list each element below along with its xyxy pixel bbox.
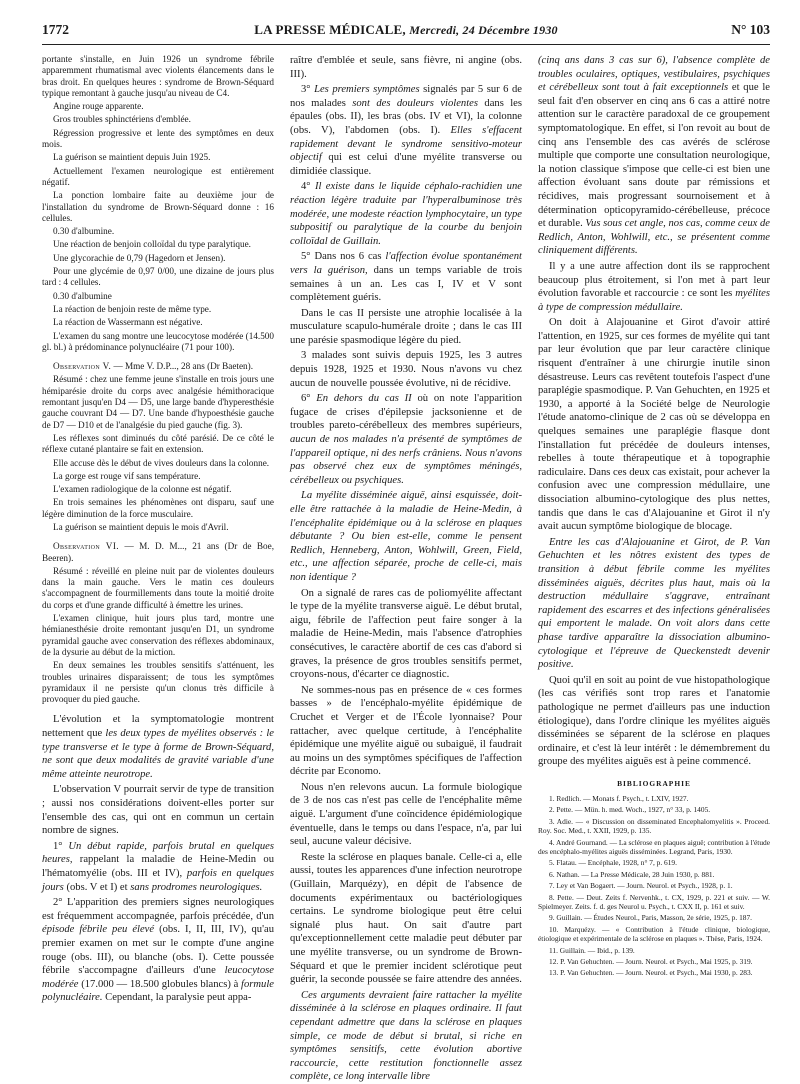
paragraph: La gorge est rouge vif sans température. (53, 470, 201, 481)
paragraph: Les réflexes sont diminués du côté parésié. De ce côté le réflexe cutané plantaire se fait en extension. (42, 432, 274, 455)
bibliography-entry: 7. Ley et Van Bogaert. — Journ. Neurol. et Psych., 1928, p. 1. (549, 881, 733, 891)
paragraph: On doit à Alajouanine et Girot d'avoir attiré l'attention, en 1925, sur ces formes de myélite qui tant par leur évolution que par leur caractère clinique risquent d'entraîner à une chirurgie inutile sinon désastreuse. Leurs cas revêtent toutefois l'aspect d'une paraplégie spasmodique. P. Van Gehuchten, en 1925 et 1930, a apporté à la Société belge de Neurologie l'étude anatomo-clinique de 2 cas où se développa en quelques semaines une paraplégie flasque dont l'installation fut précédée de douleurs intenses, rebelles à toute thérapeutique et à topographie radiculaire. Dans ces deux cas existait, pour achever la confusion avec une compression médullaire, une dissociation albumino-cytologique des plus nettes, tandis que dans le cas d'Alajouanine et Girot il n'y avait aucun symptôme biologique de blocage. (538, 317, 770, 533)
text-run: (obs. I, II, III, IV), qu'au premier examen on met sur le compte d'une angine rouge (obs. III), ou blanche (obs. I). Cette poussée fébrile s'accompagne d'ailleurs d'une (42, 924, 274, 977)
observation-title: Observation VI. (53, 541, 119, 552)
text-run: qui est celui d'une myélite transverse ou dimidiée classique. (290, 152, 522, 177)
text-run: (obs. V et I) et (63, 881, 131, 893)
paragraph: raître d'emblée et seule, sans fièvre, ni angine (obs. III). (290, 55, 522, 80)
paragraph: 0.30 d'albumine. (53, 226, 115, 237)
paragraph: 0.30 d'albumine (53, 290, 112, 301)
text-run-italic: Entre les cas d'Alajouanine et Girot, de P. Van Gehuchten et les nôtres existent des types de transition à début fébrile comme les myélites disséminées aiguës, décrites plus haut, mais où la destruction médullaire s'aggrave, entraînant rapidement des escarres et des infections généralisées qui emportent le malade. On voit alors dans cette phase tardive apparaître la dissociation albumino-cytologique et l'épreuve de Queckenstedt devenir positive. (538, 536, 770, 671)
observation-heading (42, 361, 274, 372)
text-run-italic: Elles s'effacent rapidement devant le syndrome sensitivo-moteur objectif (290, 124, 522, 164)
bibliography-list (538, 794, 770, 978)
paragraph (42, 840, 274, 894)
issue-date: Mercredi, 24 Décembre 1930 (409, 23, 558, 37)
paragraph: La ponction lombaire faite au deuxième jour de l'installation du syndrome de Brown-Séquard donne : 16 cellules. (42, 190, 274, 223)
text-run: 6° (301, 393, 317, 405)
bibliography-heading: BIBLIOGRAPHIE (617, 778, 691, 788)
paragraph: Dans le cas II persiste une atrophie localisée à la musculature scapulo-humérale droite ; dans le cas III une parésie spasmodique légère du pied. (290, 307, 522, 346)
bibliography-entry: 2. Pette. — Mün. h. med. Woch., 1927, n° 33, p. 1405. (549, 805, 711, 815)
text-run: 4° (301, 181, 315, 193)
column-middle (290, 54, 523, 1083)
text-run: 5° Dans nos 6 cas (301, 251, 386, 263)
paragraph: On a signalé de rares cas de poliomyélite affectant le type de la myélite transverse aiguë. Le début brutal, aigu, fébrile de l'affection peut faire songer à la maladie de Heine-Medin, mais l'absence d'atrophies consécutives, le caractère abortif de ces cas d'abord si graves, la présence de gros troubles sensitifs permet, croyons-nous, d'écarter ce diagnostic. (290, 587, 522, 681)
text-run-italic: La myélite disséminée aiguë, ainsi esquissée, doit-elle être rattachée à la maladie de Heine-Medin, à l'encéphalite épidémique ou à la sclérose en plaques débutante ? Ou bien est-elle, comme le pensent Redlich, Henneberg, Anton, Wohlwill, Green, Field, etc., une affection séparée, proche de celle-ci, mais non identique ? (290, 490, 522, 583)
text-run-italic: l'affection évolue spontanément vers la guérison, (290, 251, 522, 276)
text-run: 2° L'apparition des premiers signes neurologiques est fréquemment accompagnée, parfois précédée, d'un (42, 897, 274, 922)
observation-subject: — M. D. M..., 21 ans (Dr de Boe, Beeren). (42, 541, 274, 563)
text-run-italic: leucocytose modérée (42, 965, 274, 990)
paragraph: Elle accuse dès le début de vives douleurs dans la colonne. (53, 457, 270, 468)
text-run: Cependant, la paralysie peut appa- (102, 992, 252, 1004)
text-run-italic: myélites à type de compression médullaire. (538, 288, 770, 313)
paragraph (538, 260, 770, 314)
paragraph: La réaction de Wassermann est négative. (53, 317, 203, 328)
paragraph: Régression progressive et lente des symptômes en deux mois. (42, 127, 274, 150)
paragraph: Actuellement l'examen neurologique est entièrement négatif. (42, 165, 274, 187)
observation-heading (42, 541, 274, 564)
text-run: signalés par 5 sur 6 de nos malades (290, 84, 523, 109)
paragraph: Ne sommes-nous pas en présence de « ces formes basses » de l'encéphalo-myélite épidémique de Cruchet et Verger et de l'École lyonnaise? Pour rattacher, avec quelque certitude, à l'encéphalite épidémique une myélite aiguë ou subaiguë, il faudrait au moins un des symptômes spécifiques de l'affection décrite par Economo. (290, 684, 522, 778)
journal-name: LA PRESSE MÉDICALE, (254, 22, 406, 37)
text-run: rappelant la maladie de Heine-Medin ou l'hématomyélie (obs. III et IV), (42, 854, 274, 879)
text-run: où on note l'apparition fugace de crises d'épilepsie jacksonienne et de troubles pareto-cérébelleux des membres supérieurs, (290, 393, 522, 432)
bibliography-entry: 5. Flatau. — Encéphale, 1928, n° 7, p. 619. (549, 858, 677, 868)
text-run: (17.000 — 18.500 globules blancs) à (78, 978, 242, 990)
observation-title: Observation V. (53, 361, 112, 372)
paragraph (42, 713, 274, 781)
paragraph: La réaction de benjoin reste de même type. (53, 303, 212, 314)
observation-subject: — Mme V. D.P..., 28 ans (Dr Baeten). (111, 361, 254, 372)
bibliography-entry: 13. P. Van Gehuchten. — Journ. Neurol. et Psych., Mai 1930, p. 283. (549, 968, 753, 978)
paragraph (538, 54, 770, 258)
paragraph: portante s'installe, en Juin 1926 un syndrome fébrile apparemment rhumatismal avec violents élancements dans le bras droit. En quelques heures : syndrome de Brown-Séquard typique remontant à gauche jusqu'au niveau de C4. (42, 54, 274, 98)
text-run-italic: Il existe dans le liquide céphalo-rachidien une réaction légère traduite par l'hyperalbuminose très modérée, une modeste réaction lymphocytaire, un type subpositif ou paralytique de la courbe du benjoin colloïdal de Guillain. (290, 181, 522, 247)
paragraph: L'examen du sang montre une leucocytose modérée (14.500 gl. bl.) à prédominance polynucléaire (71 pour 100). (42, 330, 274, 352)
text-run-italic: Vus sous cet angle, nos cas, comme ceux de Redlich, Anton, Wohlwill, etc., se présentent comme cliniquement différents. (538, 218, 770, 257)
paragraph: Quoi qu'il en soit au point de vue histopathologique (les cas vérifiés sont trop rares et l'anatomie pathologique ne permet d'ailleurs pas une induction étiologique), dans l'ordre clinique les myélites aiguës disséminées se séparent de la sclérose en plaques ordinaire, et c'est là leur intérêt : le démembrement du groupe des myélites aiguës est à peine commencé. (538, 674, 770, 768)
paragraph: L'examen radiologique de la colonne est négatif. (53, 484, 232, 495)
text-run-italic: sont des douleurs violentes (352, 97, 478, 109)
paragraph (290, 83, 522, 178)
text-run-italic: les deux types de myélites observés : le type transverse et le type à forme de Brown-Séquard, ne sont que deux modalités de gravité variable d'une même atteinte neurotrope. (42, 728, 274, 780)
paragraph: La guérison se maintient depuis Juin 1925. (53, 152, 211, 163)
text-run: dans les épaules (obs. II), les bras (obs. IV et VI), la colonne (obs. V), l'abdomen (obs. I). (290, 97, 522, 136)
text-run-italic: Un début rapide, parfois brutal en quelques heures, (42, 840, 274, 866)
paragraph (290, 180, 522, 248)
text-run: Il y a une autre affection dont ils se rapprochent beaucoup plus étroitement, si l'on met à part leur évolution favorable et raccourcie : ce sont les (538, 260, 770, 300)
paragraph: Reste la sclérose en plaques banale. Celle-ci a, elle aussi, toutes les apparences d'une infection neurotrope (Guillain, Marquézy), en dépit de l'absence de documents expérimentaux ou bactériologiques certains. Le syndrome biologique peut être celui signalé plus haut. On sait d'autre part qu'exceptionnellement cette maladie peut débuter par une myélite transverse, ou un syndrome de Brown-Séquard et que le premier incident sclérotique peut guérir, la seconde poussée se faire attendre des années. (290, 851, 522, 986)
paragraph: Une glycorachie de 0,79 (Hagedorn et Jensen). (53, 252, 226, 263)
text-run-italic: En dehors du cas II (316, 393, 412, 405)
paragraph: Pour une glycémie de 0,97 0/00, une dizaine de jours plus tard : 4 cellules. (42, 266, 274, 288)
paragraph (290, 489, 522, 584)
paragraph: 3 malades sont suivis depuis 1925, les 3 autres depuis 1928, 1925 et 1930. Nous n'avons vu chez aucun de nouvelle poussée évolutive, ni de récidive. (290, 350, 522, 389)
paragraph (290, 392, 522, 487)
page-header (42, 22, 770, 45)
text-run: et que le seul fait d'en observer en cinq ans 6 cas a attiré notre attention sur le caractère paradoxal de ce groupement symptomatologique. En effet, si l'on revoit au bout de cinq ans l'ensemble des cas avérés de sclérose multiple que comporte une consultation neurologique, la notion classique s'impose que celle-ci est bien une affection évoluant sans doute par rémissions et récidives, mais progressant sournoisement et à détermination opticopyramido-cérébelleuse, précoce et durable. (538, 82, 770, 230)
paragraph: La guérison se maintient depuis le mois d'Avril. (53, 521, 229, 532)
issue-number: N° 103 (731, 22, 770, 37)
text-run-italic: formule polynucléaire. (42, 978, 274, 1004)
page-number: 1772 (42, 22, 69, 37)
paragraph: Résumé : réveillé en pleine nuit par de violentes douleurs dans la main gauche. Vers le matin ces douleurs s'accompagnent de fourmillements dans toute la moitié droite du corps et d'une grande difficulté à émettre les urines. (42, 565, 274, 610)
text-run-italic: épisode fébrile peu élevé (42, 924, 155, 936)
text-run-italic: parfois en quelques jours (42, 867, 274, 893)
bibliography-entry: 9. Guillain. — Études Neurol., Paris, Masson, 2e série, 1925, p. 187. (549, 913, 753, 923)
bibliography-entry: 4. André Gournand. — La sclérose en plaques aiguë; contribution à l'étude des encéphalo-myélites aiguës disséminées. Legrand, Paris, 1930. (538, 837, 770, 856)
bibliography-entry: 10. Marquézy. — « Contribution à l'étude clinique, biologique, étiologique et expérimentale de la sclérose en plaques ». Thèse, Paris, 1924. (538, 924, 770, 944)
paragraph (290, 250, 522, 304)
paragraph: Une réaction de benjoin colloïdal du type paralytique. (53, 239, 251, 250)
paragraph (42, 896, 274, 1005)
column-right (538, 54, 770, 1074)
paragraph: En deux semaines les troubles sensitifs s'atténuent, les troubles urinaires disparaissent; de tous les symptômes pyramidaux il ne persiste qu'un clonus très difficile à provoquer du pied gauche. (42, 660, 274, 705)
text-run: dans un temps variable de trois semaines à un an. Les cas I, IV et V sont complètement guéris. (290, 264, 523, 304)
text-run-italic: aucun de nos malades n'a présenté de symptômes de l'appareil optique, ni des nerfs crâniens. Nous n'avons pas observé chez eux de symptômes méningés, cérébelleux ou psychiques. (290, 434, 522, 486)
paragraph: L'examen clinique, huit jours plus tard, montre une hémianesthésie droite remontant jusqu'en D1, un syndrome pyramidal gauche avec conservation des réflexes abdominaux, de la dysurie au début de la miction. (42, 613, 274, 657)
bibliography-entry: 1. Redlich. — Monats f. Psych., t. LXIV, 1927. (549, 793, 689, 803)
text-run-italic: sans prodromes neurologiques. (130, 881, 263, 893)
paragraph (538, 536, 770, 672)
bibliography-entry: 6. Nathan. — La Presse Médicale, 28 Juin 1930, p. 881. (549, 869, 715, 879)
text-run: 1° (53, 840, 69, 852)
paragraph: Résumé : chez une femme jeune s'installe en trois jours une hémiparésie droite du corps avec analgésie hémithoracique remontant jusqu'en D4 — D5, une large bande d'hyperesthésie gauche couvrant D4 — D7. Une bande d'hypoesthésie gauche de D7 — D10 et de l'analgésie du pied gauche (fig. 3). (42, 374, 274, 430)
bibliography-entry: 3. Adie. — « Discussion on disseminated Encephalomyelitis ». Proceed. Roy. Soc. Med., t. XXII, 1929, p. 135. (538, 816, 770, 836)
bibliography-entry: 11. Guillain. — Ibid., p. 139. (549, 945, 635, 955)
text-run-italic: Ces arguments devraient faire rattacher la myélite disséminée à la sclérose en plaques ordinaire. Il faut cependant admettre que dans la sclérose en plaques simple, ce mode de début si brutal, si riche en symptômes sensitifs, cette évolution abortive raccourcie, cette restitution fonctionnelle assez complète, ce long intervalle libre (290, 989, 522, 1083)
text-run: L'évolution et la symptomatologie montrent nettement que (42, 714, 274, 740)
paragraph: En trois semaines les phénomènes ont disparu, sauf une légère diminution de la force musculaire. (42, 497, 274, 519)
paragraph: L'observation V pourrait servir de type de transition ; aussi nos considérations doivent-elles porter sur l'ensemble des cas, qui ont en commun un certain nombre de signes. (42, 784, 274, 837)
paragraph (290, 989, 522, 1084)
bibliography-entry: 12. P. Van Gehuchten. — Journ. Neurol. et Psych., Mai 1925, p. 319. (549, 956, 753, 966)
paragraph: Angine rouge apparente. (53, 101, 144, 112)
text-run: 3° (301, 84, 315, 96)
column-left (42, 54, 274, 1074)
paragraph: Gros troubles sphinctériens d'emblée. (53, 114, 191, 125)
running-title (42, 22, 770, 38)
paragraph: Nous n'en relevons aucun. La formule biologique de 3 de nos cas n'est pas celle de l'encéphalite même aiguë. L'argument d'une coïncidence épidémiologique éventuelle, dans le temps ou dans l'espace, n'a, par lui seul, aucune valeur décisive. (290, 781, 522, 848)
text-run-italic: Les premiers symptômes (314, 84, 420, 96)
bibliography-entry: 8. Pette. — Deut. Zeits f. Nervenhk., t. CX, 1929, p. 221 et suiv. — W. Spielmeyer. Zeits. f. d. ges Neurol u. Psych., t. CXX II, p. 161 et suiv. (538, 892, 770, 911)
text-run-italic: (cinq ans dans 3 cas sur 6), l'absence complète de troubles oculaires, optiques, vestibulaires, psychiques et cérébelleux sont tout à fait exceptionnels (538, 55, 770, 94)
